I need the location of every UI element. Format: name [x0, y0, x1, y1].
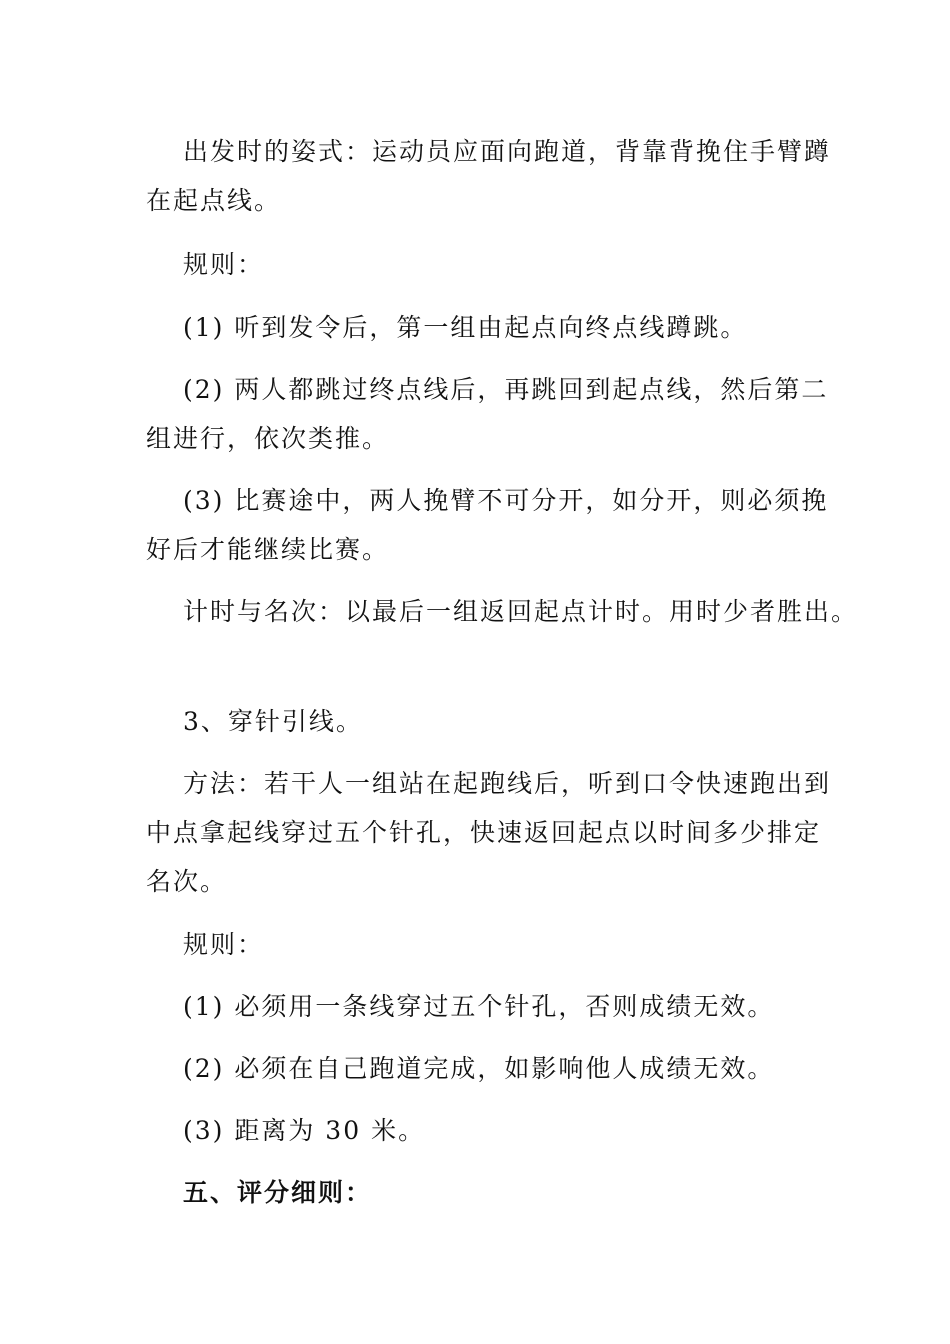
rule-item: (1) 听到发令后，第一组由起点向终点线蹲跳。: [183, 313, 748, 342]
text-line: 计时与名次：以最后一组返回起点计时。用时少者胜出。: [183, 597, 859, 626]
rule-item: (2) 必须在自己跑道完成，如影响他人成绩无效。: [183, 1054, 775, 1083]
text-line: 名次。: [146, 867, 228, 896]
text-line: 出发时的姿式：运动员应面向跑道，背靠背挽住手臂蹲: [183, 137, 832, 166]
rule-item: (3) 比赛途中，两人挽臂不可分开，如分开，则必须挽: [183, 486, 829, 515]
rule-item: (3) 距离为 30 米。: [183, 1116, 426, 1145]
rule-item: (2) 两人都跳过终点线后，再跳回到起点线，然后第二: [183, 375, 829, 404]
rule-item: (1) 必须用一条线穿过五个针孔，否则成绩无效。: [183, 992, 775, 1021]
section-heading: 五、评分细则：: [183, 1178, 373, 1207]
text-line: 在起点线。: [146, 186, 282, 215]
text-line: 中点拿起线穿过五个针孔，快速返回起点以时间多少排定: [146, 818, 822, 847]
text-line: 组进行，依次类推。: [146, 424, 390, 453]
section-label: 规则：: [183, 250, 265, 279]
text-line: 好后才能继续比赛。: [146, 535, 390, 564]
subsection-heading: 3、穿针引线。: [183, 707, 363, 736]
text-line: 方法：若干人一组站在起跑线后，听到口令快速跑出到: [183, 769, 832, 798]
section-label: 规则：: [183, 930, 265, 959]
